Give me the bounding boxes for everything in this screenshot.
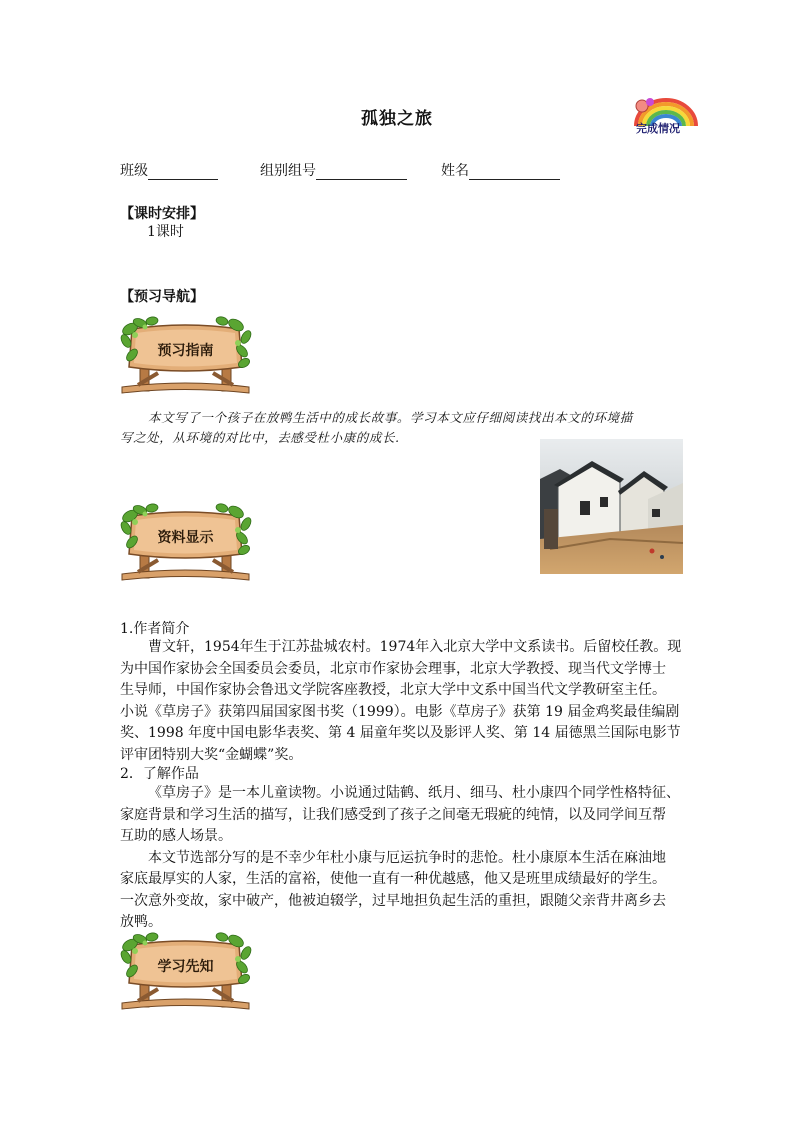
name-label: 姓名 [441,163,469,179]
author-line: 评审团特别大奖“金蝴蝶”奖。 [120,746,303,763]
author-line: 曹文轩，1954年生于江苏盐城农村。1974年入北京大学中文系读书。后留校任教。现 [148,639,682,655]
work-line: 家庭背景和学习生活的描写，让我们感受到了孩子之间毫无瑕疵的纯情，以及同学间互帮 [120,806,666,823]
guide-line-1: 本文写了一个孩子在放鸭生活中的成长故事。学习本文应仔细阅读找出本文的环境描 [148,410,633,425]
badge-label: 完成情况 [636,122,680,135]
author-line: 为中国作家协会全国委员会委员，北京市作家协会理事，北京大学教授、现当代文学博士 [120,660,666,677]
sign-label: 学习先知 [157,959,214,975]
class-label: 班级 [120,163,148,179]
work-paragraph [120,783,690,934]
sign-materials [118,502,253,582]
work-line: 本文节选部分写的是不幸少年杜小康与厄运抗争时的悲怆。杜小康原本生活在麻油地 [148,849,666,866]
guide-line-2: 写之处，从环境的对比中，去感受杜小康的成长. [120,430,400,445]
sign-label: 资料显示 [157,530,214,546]
sign-study-first [118,931,253,1011]
author-heading: 1.作者简介 [120,621,190,637]
schedule-heading: 【课时安排】 [120,206,204,222]
author-line: 生导师，中国作家协会鲁迅文学院客座教授，北京大学中文系中国当代文学教研室主任。 [120,682,666,698]
group-label: 组别组号 [260,163,316,179]
work-heading: 2．了解作品 [120,766,199,782]
group-blank[interactable] [316,163,407,180]
sign-preview-guide [118,315,253,395]
work-line: 家底最厚实的人家，生活的富裕，使他一直有一种优越感，他又是班里成绩最好的学生。 [120,871,666,887]
name-field [441,160,560,180]
preview-heading: 【预习导航】 [120,289,204,305]
group-field [260,160,407,180]
name-blank[interactable] [469,163,560,180]
author-line: 奖、1998 年度中国电影华表奖、第 4 届童年奖以及影评人奖、第 14 届德黑兰国际电影节 [120,725,681,741]
work-line: 放鸭。 [120,914,162,930]
class-blank[interactable] [148,163,218,180]
village-image-icon [540,439,683,574]
work-line: 《草房子》是一本儿童读物。小说通过陆鹤、纸月、细马、杜小康四个同学性格特征、 [148,785,680,801]
author-paragraph [120,637,690,766]
schedule-value: 1课时 [147,224,184,240]
village-photo [540,439,683,574]
work-line: 一次意外变故，家中破产，他被迫辍学，过早地担负起生活的重担，跟随父亲背井离乡去 [120,892,666,909]
document-title: 孤独之旅 [361,109,433,129]
completion-badge [628,92,704,140]
author-line: 小说《草房子》获第四届国家图书奖（1999）。电影《草房子》获第 19 届金鸡奖最佳编剧 [120,703,680,720]
work-line: 互助的感人场景。 [120,828,232,844]
sign-label: 预习指南 [157,343,214,359]
class-field [120,160,218,180]
